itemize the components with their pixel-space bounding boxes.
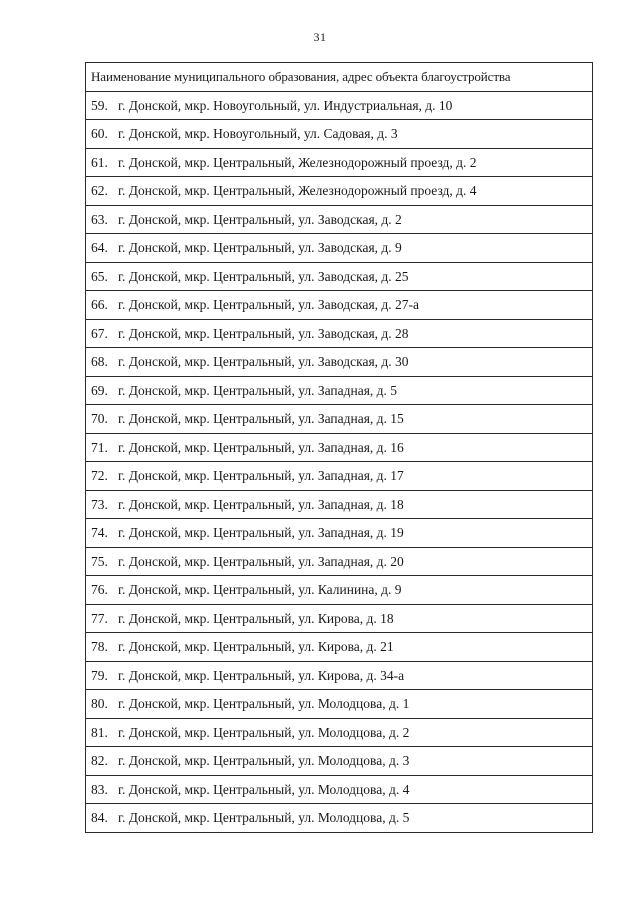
object-address: г. Донской, мкр. Центральный, ул. Кирова, д. 18	[118, 610, 394, 626]
row-number: 69.	[91, 382, 108, 398]
table-row	[86, 433, 593, 462]
object-address: г. Донской, мкр. Центральный, ул. Заводская, д. 2	[118, 211, 402, 227]
object-address: г. Донской, мкр. Центральный, ул. Заводская, д. 27-а	[118, 297, 420, 312]
table-row	[86, 120, 593, 149]
object-address: г. Донской, мкр. Центральный, ул. Западная, д. 5	[118, 382, 398, 398]
object-address: г. Донской, мкр. Центральный, ул. Западная, д. 19	[118, 525, 404, 540]
table-cell	[86, 804, 593, 833]
row-number: 82.	[91, 753, 108, 768]
table-cell	[86, 348, 593, 377]
object-address: г. Донской, мкр. Центральный, Железнодорожный проезд, д. 2	[118, 154, 477, 170]
row-number: 75.	[91, 553, 108, 569]
object-address: г. Донской, мкр. Центральный, ул. Западная, д. 15	[118, 411, 404, 426]
table-cell	[86, 405, 593, 434]
row-number: 78.	[91, 639, 108, 654]
table-row	[86, 262, 593, 291]
table-row	[86, 775, 593, 804]
table-row	[86, 177, 593, 206]
object-address: г. Донской, мкр. Новоугольный, ул. Садовая, д. 3	[118, 126, 398, 141]
table-cell	[86, 177, 593, 206]
table-cell	[86, 661, 593, 690]
table-cell	[86, 604, 593, 633]
row-number: 63.	[91, 211, 108, 227]
row-number: 76.	[91, 582, 108, 597]
table-row	[86, 405, 593, 434]
table-row	[86, 690, 593, 719]
table-row	[86, 633, 593, 662]
table-row	[86, 348, 593, 377]
object-address: г. Донской, мкр. Центральный, ул. Западная, д. 20	[118, 553, 404, 569]
row-number: 74.	[91, 525, 108, 540]
row-number: 77.	[91, 610, 108, 626]
table-row	[86, 376, 593, 405]
table-cell	[86, 205, 593, 234]
table-row	[86, 547, 593, 576]
table-row	[86, 576, 593, 605]
table-cell	[86, 775, 593, 804]
row-number: 67.	[91, 325, 108, 341]
row-number: 72.	[91, 468, 108, 483]
table-row	[86, 519, 593, 548]
table-cell	[86, 576, 593, 605]
object-address: г. Донской, мкр. Центральный, ул. Молодцова, д. 3	[118, 753, 410, 768]
table-row	[86, 718, 593, 747]
table-row	[86, 148, 593, 177]
table-row	[86, 205, 593, 234]
table-row	[86, 234, 593, 263]
table-row	[86, 804, 593, 833]
table-row	[86, 291, 593, 320]
row-number: 65.	[91, 268, 108, 284]
row-number: 64.	[91, 240, 108, 255]
object-address: г. Донской, мкр. Центральный, ул. Заводская, д. 9	[118, 240, 402, 255]
object-address: г. Донской, мкр. Центральный, ул. Западная, д. 17	[118, 468, 404, 483]
table-header-row	[86, 63, 593, 92]
table-cell	[86, 490, 593, 519]
object-address: г. Донской, мкр. Центральный, ул. Заводская, д. 25	[118, 268, 409, 284]
table-row	[86, 91, 593, 120]
table-cell	[86, 747, 593, 776]
table-header-cell: Наименование муниципального образования, адрес объекта благоустройства	[86, 63, 593, 92]
object-address: г. Донской, мкр. Центральный, ул. Молодцова, д. 2	[118, 724, 410, 740]
table-cell	[86, 120, 593, 149]
table-row	[86, 661, 593, 690]
object-address: г. Донской, мкр. Центральный, ул. Кирова, д. 34-а	[118, 667, 405, 683]
object-address: г. Донской, мкр. Центральный, ул. Молодцова, д. 5	[118, 810, 410, 825]
table-cell	[86, 718, 593, 747]
row-number: 62.	[91, 183, 108, 198]
table-cell	[86, 376, 593, 405]
table-cell	[86, 291, 593, 320]
table-cell	[86, 462, 593, 491]
page-number: 31	[313, 30, 327, 44]
table-cell	[86, 91, 593, 120]
row-number: 81.	[91, 724, 108, 740]
table-cell	[86, 633, 593, 662]
row-number: 83.	[91, 781, 108, 797]
row-number: 68.	[91, 354, 108, 369]
table-row	[86, 604, 593, 633]
row-number: 70.	[91, 411, 108, 426]
table-cell	[86, 234, 593, 263]
table-row	[86, 747, 593, 776]
row-number: 79.	[91, 667, 108, 683]
object-address: г. Донской, мкр. Центральный, ул. Заводская, д. 30	[118, 354, 409, 369]
row-number: 66.	[91, 297, 108, 312]
object-address: г. Донской, мкр. Новоугольный, ул. Индустриальная, д. 10	[118, 97, 453, 113]
row-number: 84.	[91, 810, 108, 825]
table-cell	[86, 547, 593, 576]
object-address: г. Донской, мкр. Центральный, Железнодорожный проезд, д. 4	[118, 183, 477, 198]
object-address: г. Донской, мкр. Центральный, ул. Калинина, д. 9	[118, 582, 402, 597]
row-number: 61.	[91, 154, 108, 170]
table-row	[86, 462, 593, 491]
object-address: г. Донской, мкр. Центральный, ул. Молодцова, д. 4	[118, 781, 410, 797]
row-number: 71.	[91, 439, 108, 455]
table-body	[86, 91, 593, 832]
object-address: г. Донской, мкр. Центральный, ул. Заводская, д. 28	[118, 325, 409, 341]
object-address: г. Донской, мкр. Центральный, ул. Молодцова, д. 1	[118, 696, 410, 711]
table-cell	[86, 319, 593, 348]
table-cell	[86, 262, 593, 291]
row-number: 60.	[91, 126, 108, 141]
table-cell	[86, 690, 593, 719]
table-cell	[86, 148, 593, 177]
row-number: 80.	[91, 696, 108, 711]
improvement-objects-table	[85, 62, 593, 833]
row-number: 59.	[91, 97, 108, 113]
object-address: г. Донской, мкр. Центральный, ул. Западная, д. 16	[118, 439, 404, 455]
table-row	[86, 319, 593, 348]
object-address: г. Донской, мкр. Центральный, ул. Кирова, д. 21	[118, 639, 394, 654]
row-number: 73.	[91, 496, 108, 512]
table-cell	[86, 519, 593, 548]
object-address: г. Донской, мкр. Центральный, ул. Западная, д. 18	[118, 496, 404, 512]
table-cell	[86, 433, 593, 462]
table-row	[86, 490, 593, 519]
